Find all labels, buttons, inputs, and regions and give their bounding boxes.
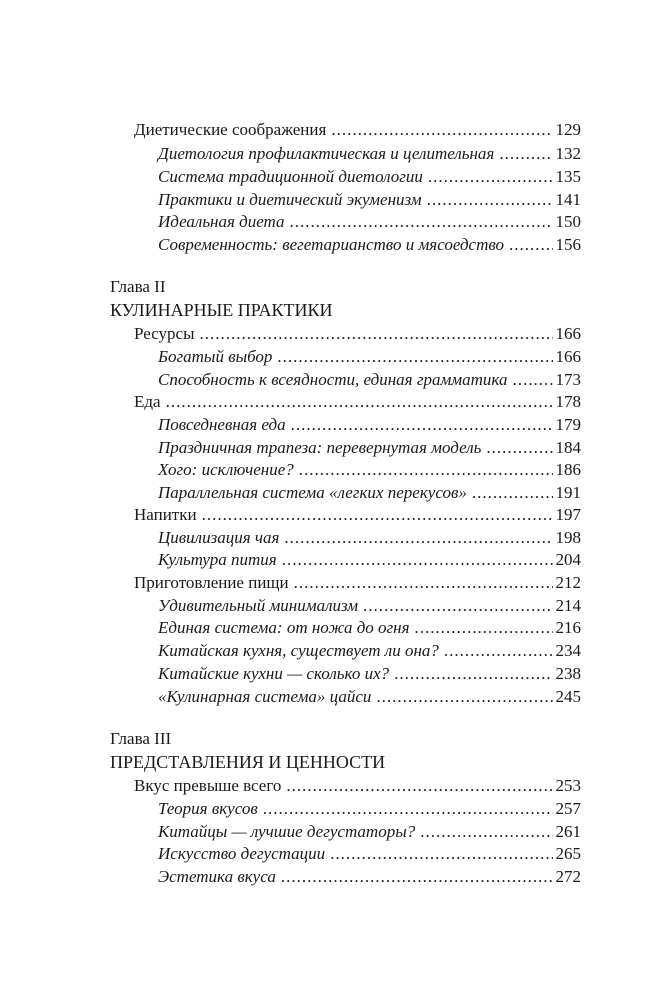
toc-leader-dots (331, 119, 552, 141)
toc-leader-dots (330, 843, 552, 865)
toc-entry-page: 135 (555, 167, 581, 186)
toc-entry[interactable] (134, 504, 581, 526)
toc-entry-title: Культура пития (158, 550, 277, 569)
toc-entry-title: Теория вкусов (158, 799, 258, 818)
toc-entry[interactable] (158, 640, 581, 662)
toc-entry-title: Приготовление пищи (134, 573, 289, 592)
toc-entry-page: 265 (555, 844, 581, 863)
chapter-label: Глава II (110, 277, 166, 296)
toc-entry-title: Способность к всеядности, единая грамматика (158, 370, 508, 389)
toc-entry[interactable] (134, 391, 581, 413)
toc-leader-dots (277, 346, 552, 368)
toc-entry-title: Диетические соображения (134, 120, 327, 139)
toc-entry-page: 166 (555, 347, 581, 366)
toc-entry-title: Праздничная трапеза: перевернутая модель (158, 438, 482, 457)
toc-leader-dots (200, 323, 553, 345)
toc-entry-page: 198 (555, 528, 581, 547)
toc-entry-title: Единая система: от ножа до огня (158, 618, 410, 637)
toc-entry-title: Китайцы — лучшие дегустаторы? (158, 822, 416, 841)
toc-entry-title: Диетология профилактическая и целительная (158, 144, 495, 163)
toc-entry-page: 216 (555, 618, 581, 637)
toc-entry-page: 141 (555, 190, 581, 209)
toc-entry-page: 166 (555, 324, 581, 343)
toc-entry-page: 245 (555, 687, 581, 706)
toc-entry-title: Повседневная еда (158, 415, 286, 434)
toc-leader-dots (444, 640, 553, 662)
toc-entry[interactable] (158, 189, 581, 211)
toc-entry[interactable] (134, 119, 581, 141)
toc-entry-page: 179 (555, 415, 581, 434)
toc-entry-title: Эстетика вкуса (158, 867, 276, 886)
toc-leader-dots (294, 572, 553, 594)
toc-entry[interactable] (158, 166, 581, 188)
toc-entry-page: 150 (555, 212, 581, 231)
toc-entry-page: 178 (555, 392, 581, 411)
toc-leader-dots (286, 775, 552, 797)
toc-entry-page: 186 (555, 460, 581, 479)
toc-entry-page: 191 (555, 483, 581, 502)
toc-entry[interactable] (158, 866, 581, 888)
toc-entry-page: 257 (555, 799, 581, 818)
toc-leader-dots (284, 527, 552, 549)
toc-leader-dots (420, 821, 552, 843)
toc-leader-dots (202, 504, 553, 526)
toc-entry-page: 204 (555, 550, 581, 569)
toc-leader-dots (290, 211, 553, 233)
toc-entry-title: Китайские кухни — сколько их? (158, 664, 390, 683)
toc-entry-title: Удивительный минимализм (158, 596, 359, 615)
toc-leader-dots (499, 143, 552, 165)
toc-entry-page: 132 (555, 144, 581, 163)
toc-leader-dots (363, 595, 552, 617)
toc-entry[interactable] (158, 798, 581, 820)
toc-entry-title: Напитки (134, 505, 197, 524)
toc-entry[interactable] (158, 211, 581, 233)
toc-leader-dots (486, 437, 552, 459)
toc-leader-dots (512, 369, 552, 391)
toc-entry[interactable] (134, 323, 581, 345)
toc-entry-page: 253 (555, 776, 581, 795)
toc-entry-page: 272 (555, 867, 581, 886)
toc-entry-page: 261 (555, 822, 581, 841)
toc-leader-dots (428, 166, 553, 188)
toc-leader-dots (282, 549, 553, 571)
toc-entry[interactable] (158, 821, 581, 843)
toc-entry-title: Система традиционной диетологии (158, 167, 423, 186)
toc-entry[interactable] (158, 346, 581, 368)
toc-entry[interactable] (158, 686, 581, 708)
toc-leader-dots (263, 798, 553, 820)
toc-leader-dots (427, 189, 553, 211)
toc-entry[interactable] (158, 369, 581, 391)
toc-leader-dots (299, 459, 553, 481)
toc-entry-title: Богатый выбор (158, 347, 273, 366)
toc-entry-page: 184 (555, 438, 581, 457)
chapter-title[interactable]: ПРЕДСТАВЛЕНИЯ И ЦЕННОСТИ (110, 752, 386, 772)
toc-entry-title: Практики и диетический экуменизм (158, 190, 422, 209)
toc-entry-page: 173 (555, 370, 581, 389)
toc-leader-dots (376, 686, 552, 708)
toc-entry[interactable] (158, 843, 581, 865)
toc-entry[interactable] (158, 414, 581, 436)
toc-entry-page: 156 (555, 235, 581, 254)
toc-entry[interactable] (158, 663, 581, 685)
toc-entry-page: 214 (555, 596, 581, 615)
toc-entry-title: Вкус превыше всего (134, 776, 282, 795)
toc-entry[interactable] (134, 572, 581, 594)
toc-entry-page: 212 (555, 573, 581, 592)
chapter-label: Глава III (110, 729, 172, 748)
toc-entry[interactable] (158, 143, 581, 165)
toc-leader-dots (472, 482, 553, 504)
toc-entry-page: 234 (555, 641, 581, 660)
toc-leader-dots (394, 663, 552, 685)
toc-entry-title: «Кулинарная система» цайси (158, 687, 372, 706)
toc-entry-title: Цивилизация чая (158, 528, 280, 547)
toc-entry-title: Китайская кухня, существует ли она? (158, 641, 439, 660)
toc-entry-title: Идеальная диета (158, 212, 285, 231)
toc-entry-title: Параллельная система «легких перекусов» (158, 483, 467, 502)
toc-entry-title: Ресурсы (134, 324, 195, 343)
toc-entry[interactable] (158, 234, 581, 256)
toc-entry[interactable] (134, 775, 581, 797)
toc-entry[interactable] (158, 437, 581, 459)
toc-entry-title: Хого: исключение? (158, 460, 294, 479)
toc-entry[interactable] (158, 459, 581, 481)
toc-entry-title: Еда (134, 392, 161, 411)
toc-entry[interactable] (158, 595, 581, 617)
toc-entry-page: 238 (555, 664, 581, 683)
toc-leader-dots (281, 866, 553, 888)
toc-entry[interactable] (158, 617, 581, 639)
toc-entry[interactable] (158, 482, 581, 504)
toc-leader-dots (415, 617, 553, 639)
toc-entry[interactable] (158, 527, 581, 549)
toc-entry[interactable] (158, 549, 581, 571)
toc-entry-page: 129 (555, 120, 581, 139)
chapter-title[interactable]: КУЛИНАРНЫЕ ПРАКТИКИ (110, 300, 333, 320)
toc-entry-page: 197 (555, 505, 581, 524)
toc-entry-title: Искусство дегустации (158, 844, 326, 863)
toc-leader-dots (166, 391, 553, 413)
toc-leader-dots (291, 414, 553, 436)
toc-leader-dots (509, 234, 552, 256)
toc-entry-title: Современность: вегетарианство и мясоедство (158, 235, 505, 254)
